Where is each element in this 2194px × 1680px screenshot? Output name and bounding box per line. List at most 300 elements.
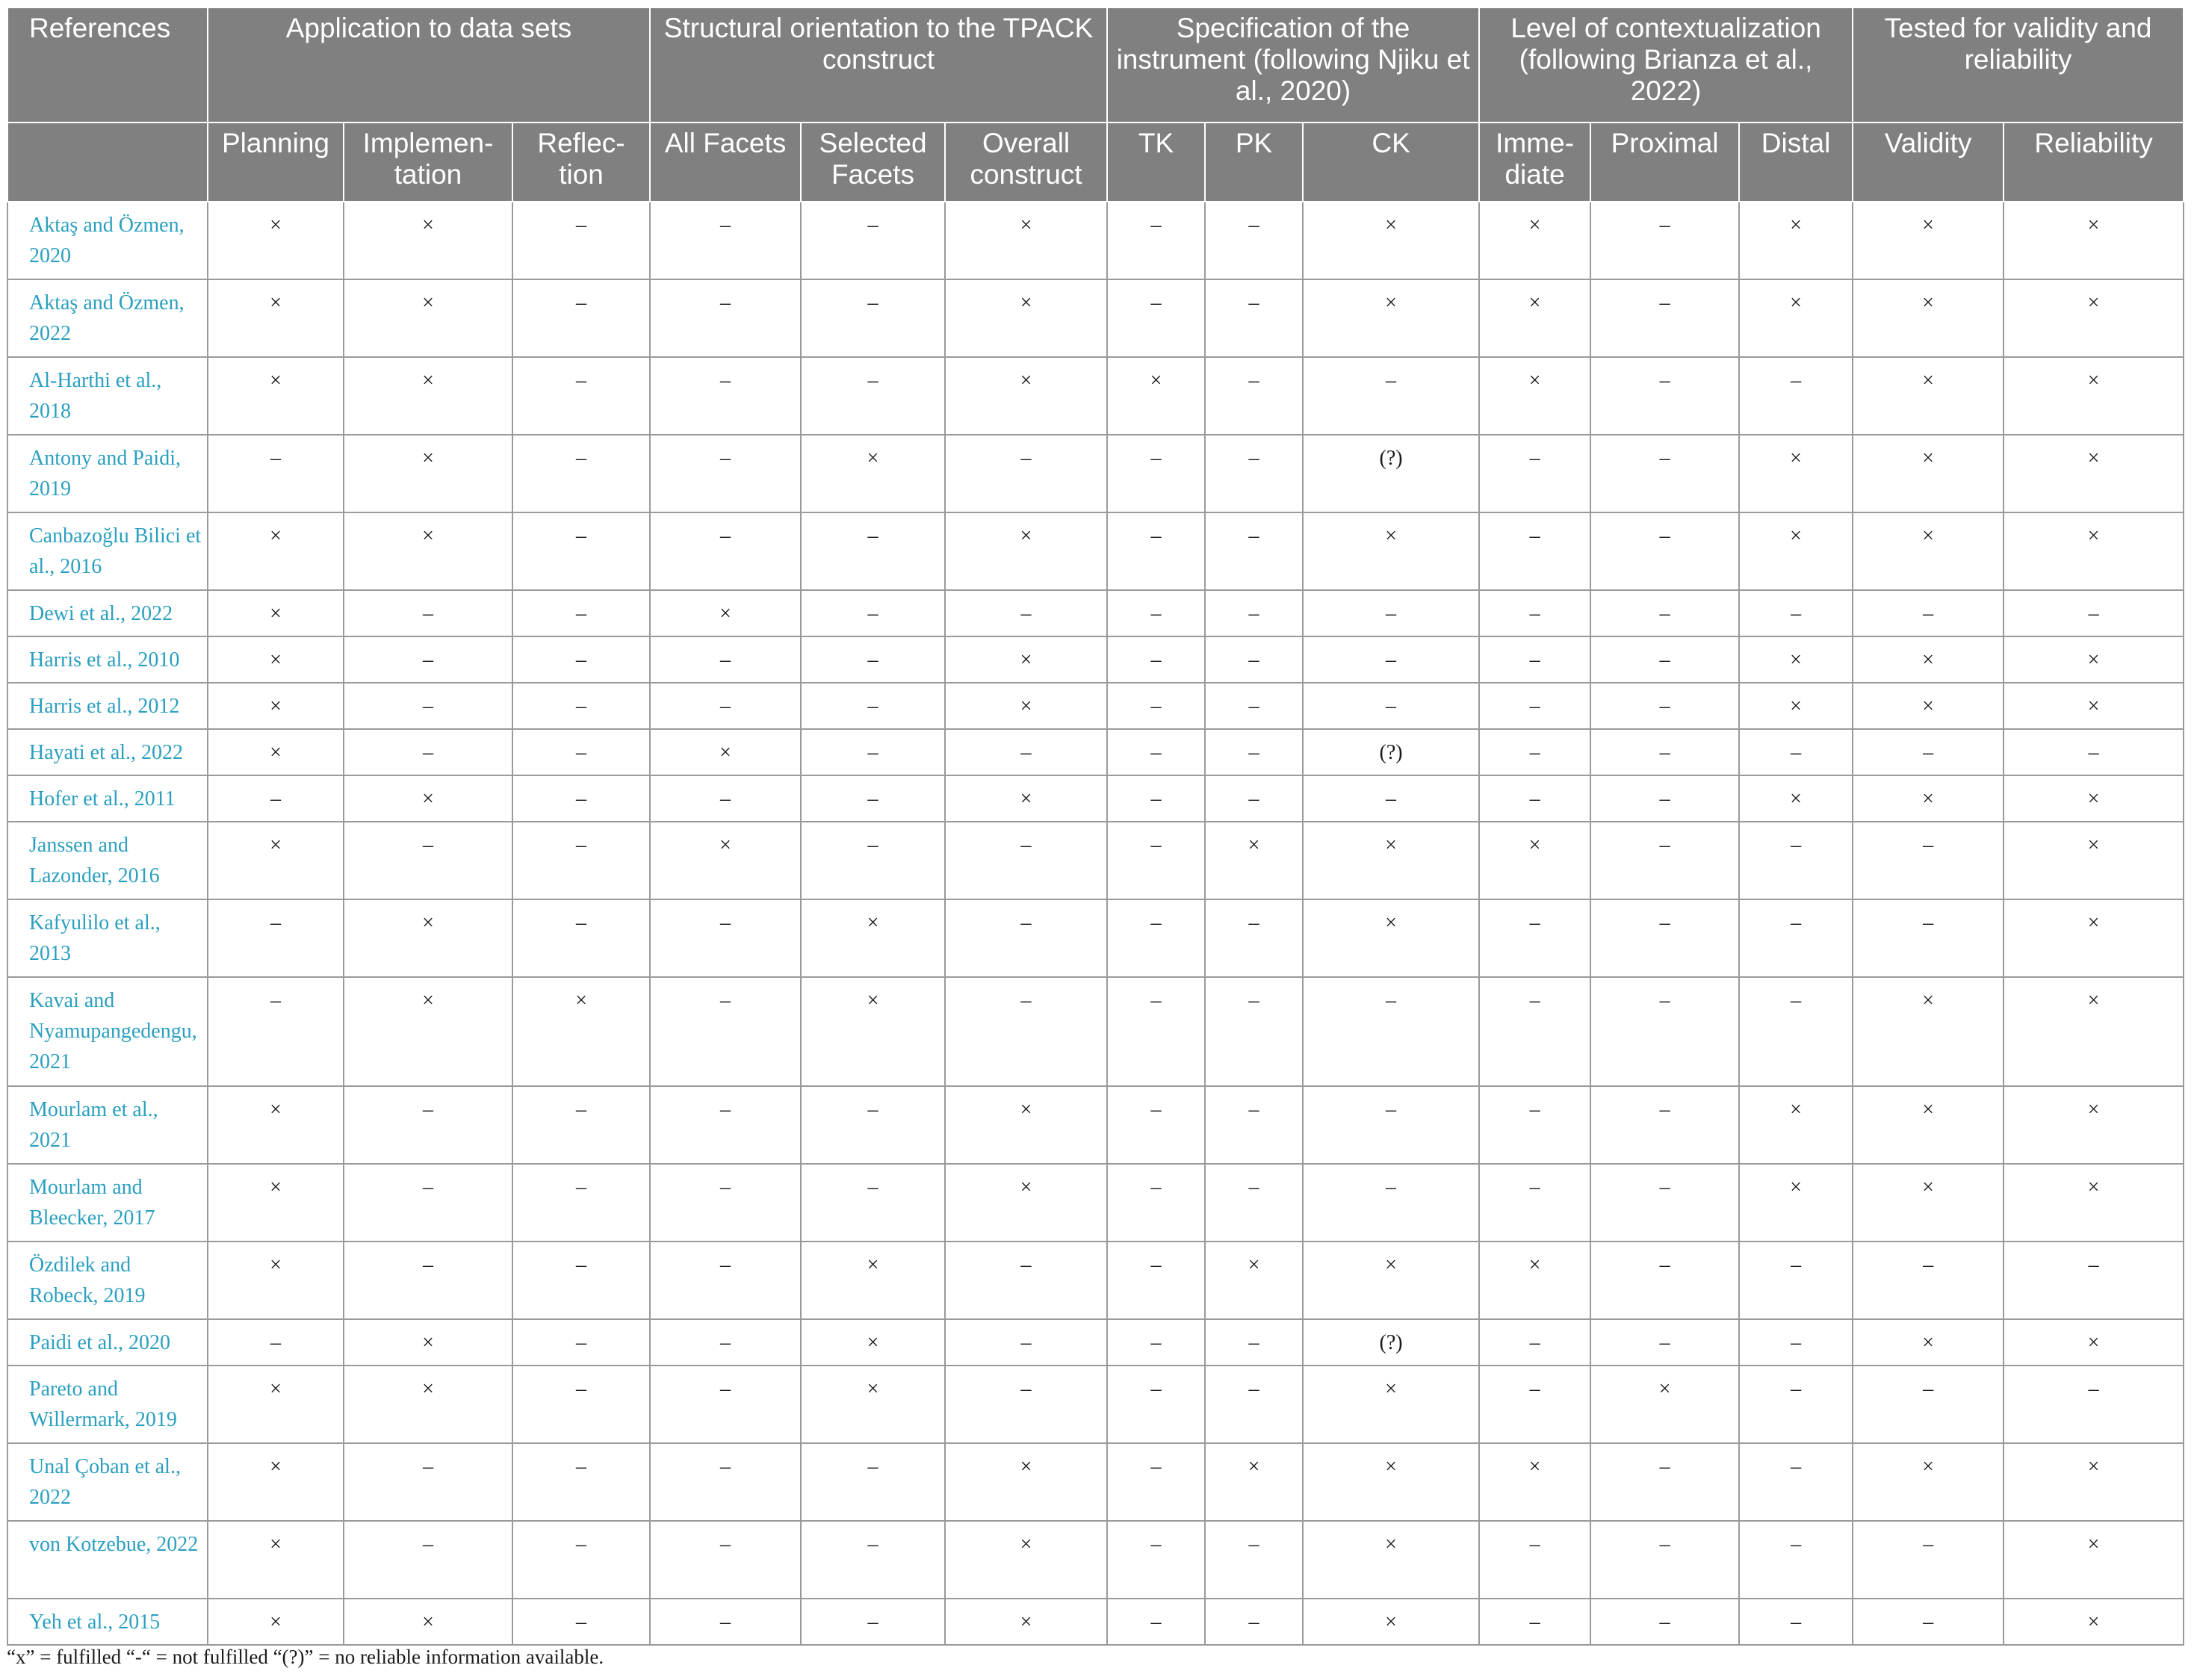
table-cell: –: [1590, 1086, 1739, 1164]
table-cell: ×: [1853, 1164, 2004, 1242]
table-body: [7, 202, 2184, 1645]
table-cell: ×: [1853, 512, 2004, 590]
table-cell: ×: [344, 775, 512, 822]
table-cell: ×: [208, 822, 344, 899]
table-cell: –: [512, 1599, 650, 1645]
table-cell: –: [1107, 1086, 1205, 1164]
table-cell: ×: [1739, 435, 1853, 512]
reference-link[interactable]: Yeh et al., 2015: [7, 1599, 208, 1645]
table-row: [7, 202, 2184, 279]
table-cell: ×: [1739, 202, 1853, 279]
table-cell: –: [650, 1521, 801, 1599]
table-cell: –: [512, 279, 650, 357]
table-cell: –: [1739, 1599, 1853, 1645]
table-cell: ×: [2004, 1443, 2184, 1521]
sub-header-distal: Distal: [1739, 123, 1853, 202]
table-cell: –: [344, 1164, 512, 1242]
table-cell: –: [1590, 590, 1739, 636]
sub-header-ck: CK: [1303, 123, 1479, 202]
table-cell: –: [1853, 729, 2004, 775]
table-cell: –: [650, 512, 801, 590]
table-cell: ×: [344, 1319, 512, 1366]
table-cell: ×: [2004, 512, 2184, 590]
table-cell: ×: [945, 1443, 1107, 1521]
table-cell: –: [1590, 279, 1739, 357]
table-cell: ×: [945, 1164, 1107, 1242]
sub-header-reliability: Reliability: [2004, 123, 2184, 202]
table-footnote: “x” = fulfilled “-“ = not fulfilled “(?)” = no reliable information available.: [7, 1646, 604, 1668]
table-row: [7, 729, 2184, 775]
table-cell: ×: [208, 683, 344, 729]
table-cell: ×: [1739, 279, 1853, 357]
table-cell: –: [1303, 977, 1479, 1086]
table-cell: –: [801, 683, 945, 729]
table-row: [7, 357, 2184, 435]
table-cell: –: [1590, 1319, 1739, 1366]
table-cell: –: [512, 512, 650, 590]
sub-header-blank: [7, 123, 208, 202]
table-cell: –: [512, 435, 650, 512]
table-cell: –: [1107, 590, 1205, 636]
table-cell: ×: [1590, 1366, 1739, 1443]
table-cell: ×: [1303, 1443, 1479, 1521]
table-cell: –: [1590, 729, 1739, 775]
reference-link[interactable]: Mourlam et al., 2021: [7, 1086, 208, 1164]
table-cell: –: [650, 683, 801, 729]
tpack-instruments-table: [7, 7, 2184, 1646]
reference-link[interactable]: Pareto and Willermark, 2019: [7, 1366, 208, 1443]
table-cell: ×: [1739, 683, 1853, 729]
table-cell: –: [1479, 899, 1590, 977]
table-cell: –: [801, 202, 945, 279]
table-cell: –: [344, 636, 512, 683]
table-row: [7, 1242, 2184, 1319]
table-cell: –: [1590, 1521, 1739, 1599]
table-row: [7, 822, 2184, 899]
table-cell: –: [1479, 775, 1590, 822]
table-cell: –: [1853, 822, 2004, 899]
table-cell: ×: [2004, 636, 2184, 683]
table-cell: ×: [1303, 1599, 1479, 1645]
group-header-row: [7, 7, 2184, 123]
table-cell: –: [1590, 636, 1739, 683]
table-cell: –: [1107, 636, 1205, 683]
table-cell: –: [1739, 590, 1853, 636]
reference-link[interactable]: von Kotzebue, 2022: [7, 1521, 208, 1599]
table-cell: ×: [650, 822, 801, 899]
table-cell: –: [650, 636, 801, 683]
table-cell: ×: [344, 1366, 512, 1443]
group-header-structural-orientation: Structural orientation to the TPACK construct: [650, 7, 1107, 123]
table-cell: ×: [2004, 357, 2184, 435]
table-cell: –: [650, 1319, 801, 1366]
table-cell: –: [512, 1366, 650, 1443]
table-cell: –: [1479, 1164, 1590, 1242]
table-cell: (?): [1303, 729, 1479, 775]
table-cell: ×: [208, 729, 344, 775]
table-cell: –: [801, 357, 945, 435]
table-cell: –: [1590, 977, 1739, 1086]
table-cell: ×: [801, 1319, 945, 1366]
table-cell: –: [1107, 822, 1205, 899]
table-cell: –: [945, 977, 1107, 1086]
table-cell: –: [1739, 977, 1853, 1086]
table-cell: ×: [208, 1086, 344, 1164]
table-cell: ×: [344, 435, 512, 512]
table-cell: ×: [945, 1599, 1107, 1645]
table-cell: –: [1205, 279, 1303, 357]
table-cell: –: [801, 822, 945, 899]
table-cell: ×: [1303, 202, 1479, 279]
reference-link[interactable]: Harris et al., 2010: [7, 636, 208, 683]
reference-link[interactable]: Dewi et al., 2022: [7, 590, 208, 636]
table-cell: ×: [945, 775, 1107, 822]
table-cell: –: [344, 1521, 512, 1599]
table-cell: –: [1205, 1599, 1303, 1645]
table-cell: ×: [1303, 1366, 1479, 1443]
table-cell: –: [1303, 1086, 1479, 1164]
table-cell: –: [1205, 899, 1303, 977]
table-cell: ×: [945, 357, 1107, 435]
table-row: [7, 435, 2184, 512]
table-cell: ×: [801, 1366, 945, 1443]
table-cell: –: [801, 1521, 945, 1599]
table-cell: –: [512, 729, 650, 775]
table-cell: –: [1303, 590, 1479, 636]
table-cell: ×: [208, 636, 344, 683]
table-row: [7, 977, 2184, 1086]
table-cell: –: [1107, 512, 1205, 590]
table-row: [7, 279, 2184, 357]
table-cell: –: [1739, 729, 1853, 775]
table-cell: –: [512, 1086, 650, 1164]
table-row: [7, 1319, 2184, 1366]
table-cell: –: [2004, 1242, 2184, 1319]
table-row: [7, 1164, 2184, 1242]
table-cell: –: [344, 1443, 512, 1521]
reference-link[interactable]: Canbazoğlu Bilici et al., 2016: [7, 512, 208, 590]
table-cell: –: [1479, 1086, 1590, 1164]
table-cell: –: [512, 590, 650, 636]
table-cell: ×: [2004, 435, 2184, 512]
table-row: [7, 636, 2184, 683]
table-cell: –: [1479, 512, 1590, 590]
sub-header-tk: TK: [1107, 123, 1205, 202]
table-cell: –: [650, 1443, 801, 1521]
table-cell: –: [1205, 1319, 1303, 1366]
table-cell: –: [650, 1086, 801, 1164]
table-cell: –: [344, 822, 512, 899]
table-cell: –: [1479, 636, 1590, 683]
table-cell: –: [512, 357, 650, 435]
table-cell: ×: [344, 977, 512, 1086]
table-cell: –: [1479, 1319, 1590, 1366]
table-cell: –: [1853, 1521, 2004, 1599]
table-row: [7, 899, 2184, 977]
table-cell: ×: [801, 899, 945, 977]
table-cell: ×: [1853, 775, 2004, 822]
table-cell: –: [1853, 899, 2004, 977]
table-cell: ×: [801, 435, 945, 512]
reference-link[interactable]: Hofer et al., 2011: [7, 775, 208, 822]
table-cell: –: [1303, 357, 1479, 435]
table-cell: ×: [1303, 899, 1479, 977]
table-cell: –: [1107, 775, 1205, 822]
table-cell: ×: [1479, 202, 1590, 279]
sub-header-reflection: Reflec-tion: [512, 123, 650, 202]
table-cell: –: [1107, 435, 1205, 512]
table-cell: ×: [2004, 683, 2184, 729]
table-cell: –: [801, 512, 945, 590]
table-cell: –: [1205, 590, 1303, 636]
table-cell: ×: [208, 1366, 344, 1443]
table-cell: –: [208, 977, 344, 1086]
table-cell: –: [1479, 977, 1590, 1086]
table-cell: –: [1590, 1443, 1739, 1521]
table-cell: ×: [1479, 279, 1590, 357]
table-row: [7, 1366, 2184, 1443]
table-container: [7, 7, 2183, 1646]
table-cell: –: [344, 1242, 512, 1319]
table-cell: –: [1479, 1366, 1590, 1443]
table-cell: ×: [2004, 822, 2184, 899]
table-cell: ×: [2004, 279, 2184, 357]
reference-link[interactable]: Mourlam and Bleecker, 2017: [7, 1164, 208, 1242]
table-cell: –: [2004, 729, 2184, 775]
table-cell: ×: [945, 279, 1107, 357]
table-cell: ×: [801, 1242, 945, 1319]
reference-link[interactable]: Al-Harthi et al., 2018: [7, 357, 208, 435]
table-cell: ×: [1739, 1164, 1853, 1242]
table-cell: ×: [344, 279, 512, 357]
table-cell: –: [1107, 729, 1205, 775]
table-cell: –: [945, 590, 1107, 636]
table-cell: ×: [2004, 899, 2184, 977]
table-cell: ×: [208, 357, 344, 435]
table-cell: ×: [1479, 1242, 1590, 1319]
table-cell: ×: [1853, 636, 2004, 683]
table-cell: ×: [2004, 1599, 2184, 1645]
table-cell: –: [650, 1164, 801, 1242]
table-cell: ×: [208, 1599, 344, 1645]
table-cell: ×: [945, 1086, 1107, 1164]
table-row: [7, 775, 2184, 822]
reference-link[interactable]: Kafyulilo et al., 2013: [7, 899, 208, 977]
table-row: [7, 683, 2184, 729]
table-cell: ×: [1303, 1242, 1479, 1319]
table-cell: –: [650, 775, 801, 822]
table-cell: –: [1853, 1366, 2004, 1443]
table-cell: –: [1590, 1164, 1739, 1242]
reference-link[interactable]: Antony and Paidi, 2019: [7, 435, 208, 512]
table-cell: –: [650, 977, 801, 1086]
table-cell: –: [945, 1319, 1107, 1366]
table-cell: ×: [344, 512, 512, 590]
table-cell: –: [1590, 202, 1739, 279]
table-cell: –: [801, 636, 945, 683]
table-cell: ×: [1853, 202, 2004, 279]
table-cell: –: [2004, 1366, 2184, 1443]
table-cell: –: [512, 1164, 650, 1242]
table-cell: –: [1205, 1164, 1303, 1242]
table-cell: ×: [1739, 775, 1853, 822]
table-cell: –: [1107, 1164, 1205, 1242]
table-cell: –: [1205, 683, 1303, 729]
table-cell: –: [512, 1242, 650, 1319]
table-cell: –: [344, 683, 512, 729]
reference-link[interactable]: Harris et al., 2012: [7, 683, 208, 729]
table-cell: ×: [2004, 202, 2184, 279]
table-cell: ×: [2004, 775, 2184, 822]
table-cell: ×: [650, 729, 801, 775]
table-cell: ×: [1205, 822, 1303, 899]
table-cell: –: [801, 1164, 945, 1242]
table-cell: –: [1590, 1242, 1739, 1319]
table-cell: –: [945, 729, 1107, 775]
table-cell: –: [1303, 636, 1479, 683]
table-cell: –: [512, 775, 650, 822]
table-cell: –: [208, 899, 344, 977]
table-cell: –: [945, 1242, 1107, 1319]
table-cell: –: [945, 435, 1107, 512]
table-cell: ×: [2004, 1521, 2184, 1599]
table-cell: –: [650, 435, 801, 512]
table-row: [7, 1086, 2184, 1164]
sub-header-selected-facets: Selected Facets: [801, 123, 945, 202]
table-cell: –: [2004, 590, 2184, 636]
reference-link[interactable]: Unal Çoban et al., 2022: [7, 1443, 208, 1521]
table-cell: –: [801, 729, 945, 775]
table-cell: ×: [2004, 977, 2184, 1086]
table-cell: –: [801, 1443, 945, 1521]
table-header: [7, 7, 2184, 202]
table-cell: –: [512, 1319, 650, 1366]
reference-link[interactable]: Aktaş and Özmen, 2020: [7, 202, 208, 279]
table-cell: ×: [344, 899, 512, 977]
table-cell: –: [945, 822, 1107, 899]
table-cell: ×: [1205, 1443, 1303, 1521]
table-cell: –: [1739, 1521, 1853, 1599]
table-cell: –: [801, 279, 945, 357]
table-cell: –: [1205, 435, 1303, 512]
reference-link[interactable]: Hayati et al., 2022: [7, 729, 208, 775]
reference-link[interactable]: Paidi et al., 2020: [7, 1319, 208, 1366]
table-cell: ×: [945, 202, 1107, 279]
sub-header-pk: PK: [1205, 123, 1303, 202]
table-cell: –: [650, 1599, 801, 1645]
table-cell: –: [1205, 729, 1303, 775]
sub-header-proximal: Proximal: [1590, 123, 1739, 202]
table-cell: –: [1107, 279, 1205, 357]
table-cell: ×: [1853, 977, 2004, 1086]
table-cell: ×: [650, 590, 801, 636]
table-cell: –: [801, 1599, 945, 1645]
table-cell: (?): [1303, 435, 1479, 512]
table-row: [7, 590, 2184, 636]
table-cell: –: [1107, 202, 1205, 279]
table-cell: –: [1590, 775, 1739, 822]
table-cell: –: [1590, 822, 1739, 899]
table-cell: –: [1853, 1242, 2004, 1319]
table-cell: –: [1205, 636, 1303, 683]
table-cell: –: [1107, 1521, 1205, 1599]
reference-link[interactable]: Aktaş and Özmen, 2022: [7, 279, 208, 357]
table-row: [7, 1443, 2184, 1521]
table-cell: –: [1205, 775, 1303, 822]
table-cell: ×: [208, 590, 344, 636]
table-cell: ×: [1739, 512, 1853, 590]
table-cell: –: [1303, 683, 1479, 729]
table-cell: –: [1107, 683, 1205, 729]
table-cell: –: [801, 1086, 945, 1164]
table-cell: ×: [1479, 357, 1590, 435]
table-cell: –: [1479, 1521, 1590, 1599]
group-header-application: Application to data sets: [208, 7, 650, 123]
table-cell: –: [1479, 683, 1590, 729]
table-cell: –: [344, 1086, 512, 1164]
table-cell: –: [208, 435, 344, 512]
table-cell: ×: [208, 1521, 344, 1599]
table-cell: –: [1303, 775, 1479, 822]
sub-header-immediate: Imme-diate: [1479, 123, 1590, 202]
reference-link[interactable]: Kavai and Nyamupangedengu, 2021: [7, 977, 208, 1086]
table-cell: ×: [1479, 1443, 1590, 1521]
table-cell: (?): [1303, 1319, 1479, 1366]
table-cell: –: [1479, 590, 1590, 636]
table-cell: –: [650, 202, 801, 279]
reference-link[interactable]: Janssen and Lazonder, 2016: [7, 822, 208, 899]
group-header-contextualization: Level of contextualization (following Brianza et al., 2022): [1479, 7, 1853, 123]
table-cell: ×: [1303, 512, 1479, 590]
table-cell: –: [650, 357, 801, 435]
table-cell: –: [512, 683, 650, 729]
table-cell: –: [1205, 1521, 1303, 1599]
reference-link[interactable]: Özdilek and Robeck, 2019: [7, 1242, 208, 1319]
table-cell: ×: [1739, 1086, 1853, 1164]
table-cell: –: [1739, 1319, 1853, 1366]
table-cell: –: [1739, 357, 1853, 435]
table-cell: –: [1590, 512, 1739, 590]
sub-header-implementation: Implemen-tation: [344, 123, 512, 202]
references-header: References: [7, 7, 208, 123]
table-cell: –: [1739, 1242, 1853, 1319]
table-cell: –: [650, 899, 801, 977]
table-cell: –: [1479, 1599, 1590, 1645]
table-cell: –: [1205, 1366, 1303, 1443]
table-cell: –: [208, 775, 344, 822]
sub-header-row: [7, 123, 2184, 202]
table-cell: ×: [1853, 683, 2004, 729]
table-cell: ×: [801, 977, 945, 1086]
table-cell: –: [512, 1443, 650, 1521]
table-cell: –: [650, 1242, 801, 1319]
sub-header-all-facets: All Facets: [650, 123, 801, 202]
table-cell: –: [512, 202, 650, 279]
table-cell: ×: [945, 1521, 1107, 1599]
table-cell: –: [1590, 357, 1739, 435]
table-cell: –: [1107, 1242, 1205, 1319]
table-cell: –: [1107, 1319, 1205, 1366]
table-cell: ×: [1853, 1319, 2004, 1366]
table-cell: ×: [1739, 636, 1853, 683]
table-cell: ×: [344, 1599, 512, 1645]
table-cell: –: [1205, 977, 1303, 1086]
table-cell: –: [1205, 512, 1303, 590]
table-cell: ×: [1853, 357, 2004, 435]
table-cell: –: [1739, 899, 1853, 977]
table-cell: ×: [945, 636, 1107, 683]
table-cell: –: [344, 590, 512, 636]
